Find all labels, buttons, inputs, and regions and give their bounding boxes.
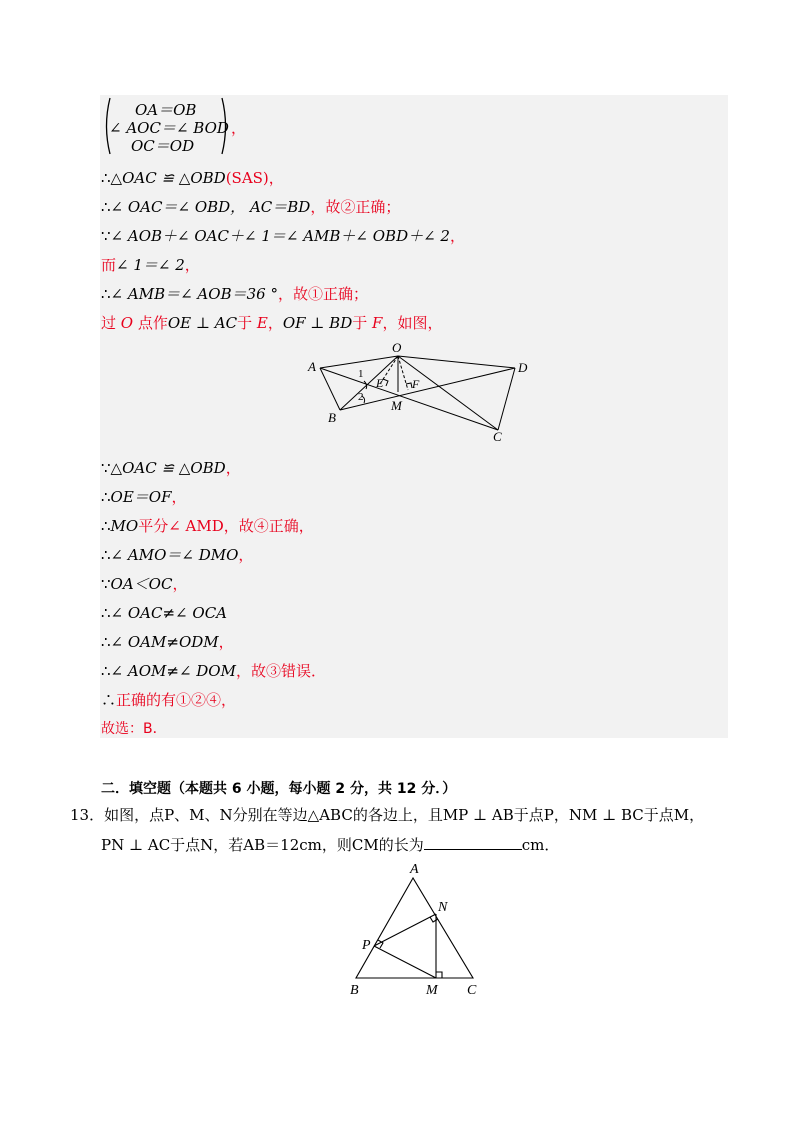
line-oe-of: ∴OE＝OF， (101, 488, 187, 506)
line-angle-sum: ∵∠ AOB＋∠ OAC＋∠ 1＝∠ AMB＋∠ OBD＋∠ 2， (101, 227, 465, 245)
label-M: M (426, 983, 438, 998)
right-angle-E (383, 379, 388, 386)
equation-system (101, 96, 247, 156)
line-mo-bisect: ∴MO平分∠ AMD，故④正确， (101, 517, 314, 535)
system-row-1: OA＝OB (135, 101, 197, 119)
label-N: N (438, 900, 448, 915)
seg-AO (320, 356, 398, 368)
question-13-line-1: 13．如图，点P、M、N分别在等边△ABC的各边上，且MP ⊥ AB于点P，NM ⊥ BC于点M， (70, 806, 705, 824)
question-13-line-2: PN ⊥ AC于点N，若AB＝12cm，则CM的长为 cm． (101, 836, 560, 854)
line-aom-ne-dom: ∴∠ AOM≠∠ DOM，故③错误． (101, 662, 326, 680)
label-O: O (392, 340, 402, 355)
line-amb-36: ∴∠ AMB＝∠ AOB＝36 °，故①正确； (101, 285, 368, 303)
label-E: E (376, 376, 384, 390)
label-1: 1 (358, 368, 364, 380)
system-row-3: OC＝OD (131, 137, 195, 155)
section-title: 二．填空题（本题共 6 小题，每小题 2 分，共 12 分．） (101, 781, 457, 797)
line-construction: 过 O 点作OE ⊥ AC于 E，OF ⊥ BD于 F，如图， (101, 314, 443, 332)
label-M: M (391, 398, 402, 413)
label-C: C (493, 429, 502, 443)
line-since-congruent: ∵△OAC ≌ △OBD， (101, 459, 241, 477)
seg-AC (320, 368, 498, 430)
label-C: C (467, 983, 477, 998)
line-oac-ne-oca: ∴∠ OAC≠∠ OCA (101, 604, 228, 622)
system-tail: ， (231, 119, 247, 137)
line-oa-lt-oc: ∵OA＜OC， (101, 575, 188, 593)
label-B: B (350, 983, 359, 998)
question-number: 13． (70, 806, 105, 824)
seg-PM (374, 946, 436, 978)
line-correct-answers: ∴正确的有①②④， (101, 691, 237, 709)
line-congruent: ∴△OAC ≌ △OBD(SAS)， (101, 169, 284, 187)
system-row-2: ∠ AOC＝∠ BOD (109, 119, 229, 137)
seg-OD (398, 356, 515, 368)
seg-OF (398, 356, 408, 390)
figure-2-diagram (340, 860, 490, 1000)
line-angle-1-2: 而∠ 1＝∠ 2， (101, 256, 200, 274)
label-P: P (362, 938, 371, 953)
triangle-ABC (356, 878, 473, 978)
label-F: F (412, 377, 420, 391)
right-angle-M (436, 972, 442, 978)
seg-DC (498, 368, 515, 430)
label-A: A (410, 862, 419, 877)
label-D: D (518, 360, 528, 375)
right-paren (219, 96, 231, 156)
seg-OB (340, 356, 398, 410)
seg-OC (398, 356, 498, 430)
line-oam-ne-odm: ∴∠ OAM≠ODM， (101, 633, 234, 651)
figure-1-diagram (300, 338, 540, 443)
line-angles-equal: ∴∠ OAC＝∠ OBD， AC＝BD，故②正确； (101, 198, 401, 216)
answer-blank[interactable] (424, 835, 522, 850)
label-A: A (308, 359, 316, 374)
label-2: 2 (358, 391, 364, 403)
label-B: B (328, 410, 336, 425)
line-final-answer: 故选：B． (101, 721, 167, 737)
line-amo-dmo: ∴∠ AMO＝∠ DMO， (101, 546, 254, 564)
